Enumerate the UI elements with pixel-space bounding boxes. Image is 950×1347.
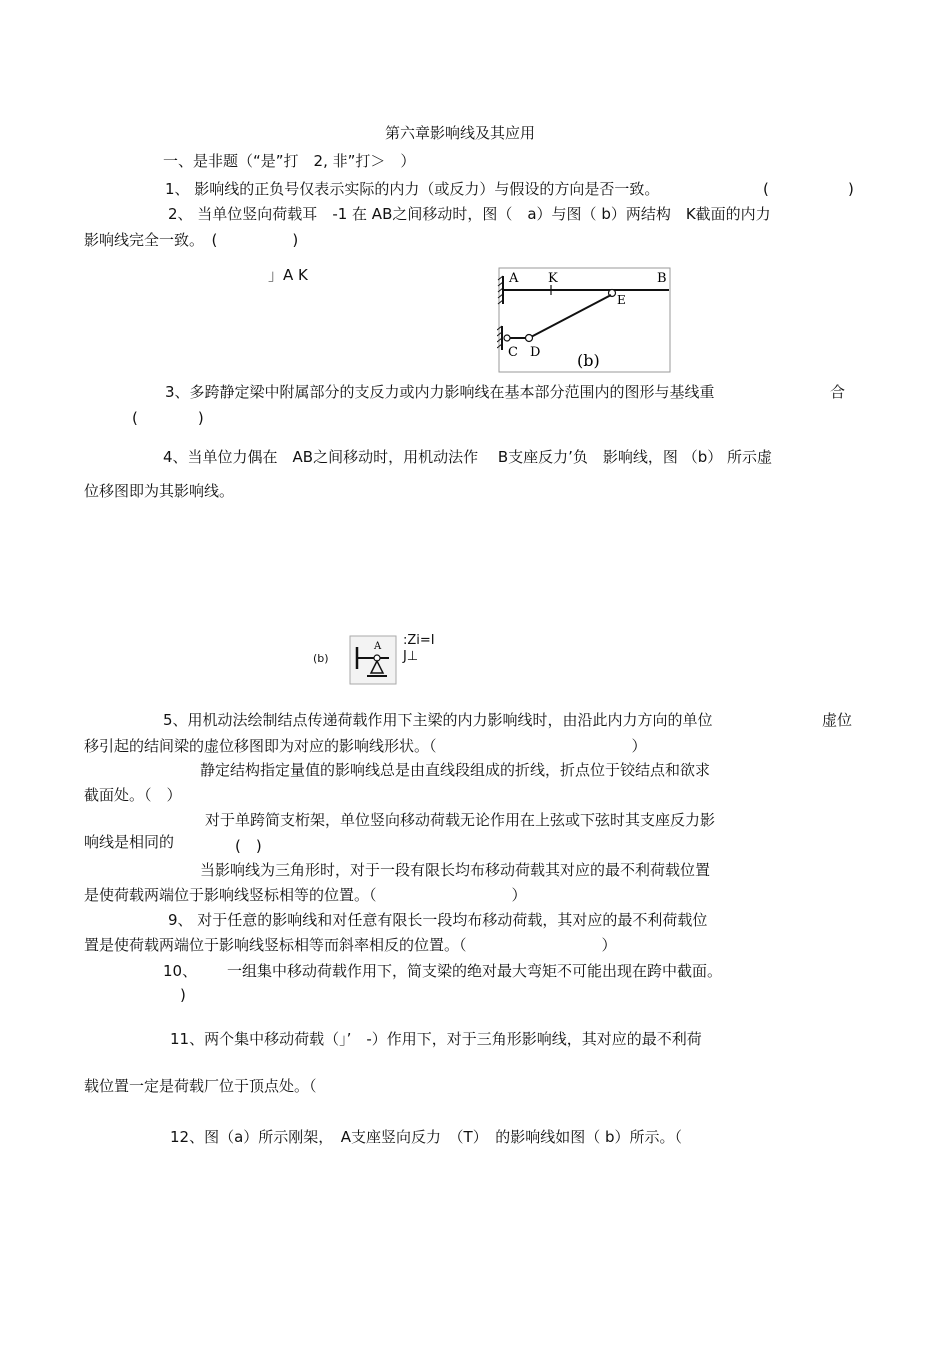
label-c: C <box>508 345 518 360</box>
bar-de <box>529 295 611 338</box>
q6-line2: 截面处。（ ） <box>84 786 182 804</box>
hinge-d <box>526 335 533 342</box>
q2-line2: 影响线完全一致。 ( ) <box>84 231 299 249</box>
q4-node-a: A <box>374 641 382 652</box>
label-b: B <box>657 271 667 286</box>
q1-bracket-open: ( <box>763 180 769 198</box>
figure-b-drawing <box>497 266 672 374</box>
page-title: 第六章影响线及其应用 <box>385 124 536 142</box>
q12-line1: 12、图（a）所示刚架， A支座竖向反力 （T） 的影响线如图（ b）所示。（ <box>170 1128 682 1146</box>
q2-line1: 2、 当单位竖向荷载耳 -1 在 AB之间移动时，图（ a）与图（ b）两结构 K截面的内力 <box>168 205 771 223</box>
q3-line1: 3、多跨静定梁中附属部分的支反力或内力影响线在基本部分范围内的图形与基线重 <box>165 383 715 401</box>
q10-line1: 一组集中移动荷载作用下，简支梁的绝对最大弯矩不可能出现在跨中截面。 <box>227 962 723 980</box>
q5-line1: 5、用机动法绘制结点传递荷载作用下主梁的内力影响线时，由沿此内力方向的单位 <box>163 711 713 729</box>
q4-line2: 位移图即为其影响线。 <box>84 482 235 500</box>
q7-bracket: ( ) <box>235 837 262 855</box>
q1-bracket-close: ) <box>848 180 854 198</box>
q4-figure-drawing <box>349 635 397 685</box>
q2-figure-a-label: 」A K <box>268 266 308 284</box>
q10-line2: ) <box>180 986 186 1004</box>
label-e: E <box>617 293 626 307</box>
q4-note2: J⊥ <box>403 649 419 664</box>
q4-note1: :Zi=I <box>403 633 435 648</box>
q4-figure-label: (b) <box>313 652 329 665</box>
q4-line1: 4、当单位力偶在 AB之间移动时，用机动法作 B支座反力’负 影响线，图 （b） 所示虚 <box>163 448 772 466</box>
q6-line1: 静定结构指定量值的影响线总是由直线段组成的折线，折点位于铰结点和欲求 <box>200 761 711 779</box>
q8-line1: 当影响线为三角形时，对于一段有限长均布移动荷载其对应的最不利荷载位置 <box>200 861 711 879</box>
section-heading: 一、是非题（“是”打 2, 非”打＞ ） <box>163 152 416 170</box>
q9-line2: 置是使荷载两端位于影响线竖标相等而斜率相反的位置。（ ） <box>84 936 617 954</box>
q3-tail: 合 <box>830 383 846 401</box>
figure-caption-b: (b) <box>577 351 600 370</box>
q4-figure <box>349 635 397 685</box>
q10-number: 10、 <box>163 962 198 980</box>
q9-line1: 9、 对于任意的影响线和对任意有限长一段均布移动荷载，其对应的最不利荷载位 <box>168 911 708 929</box>
q11-line2: 载位置一定是荷载厂位于顶点处。（ <box>84 1077 317 1095</box>
q7-line2: 响线是相同的 <box>84 833 175 851</box>
q1-text: 1、 影响线的正负号仅表示实际的内力（或反力）与假设的方向是否一致。 <box>165 180 660 198</box>
q8-line2: 是使荷载两端位于影响线竖标相等的位置。（ ） <box>84 886 527 904</box>
q5-tail: 虚位 <box>822 711 853 729</box>
q7-line1: 对于单跨简支桁架，单位竖向移动荷载无论作用在上弦或下弦时其支座反力影 <box>205 811 716 829</box>
q3-line2: ( ) <box>132 409 204 427</box>
q5-line2: 移引起的结间梁的虚位移图即为对应的影响线形状。（ ） <box>84 737 647 755</box>
label-a: A <box>509 271 519 286</box>
label-d: D <box>530 345 541 360</box>
hinge-c <box>504 335 510 341</box>
figure-b-structure <box>497 266 672 374</box>
label-k: K <box>548 271 558 286</box>
q11-line1: 11、两个集中移动荷载（」’ -）作用下，对于三角形影响线，其对应的最不利荷 <box>170 1030 702 1048</box>
